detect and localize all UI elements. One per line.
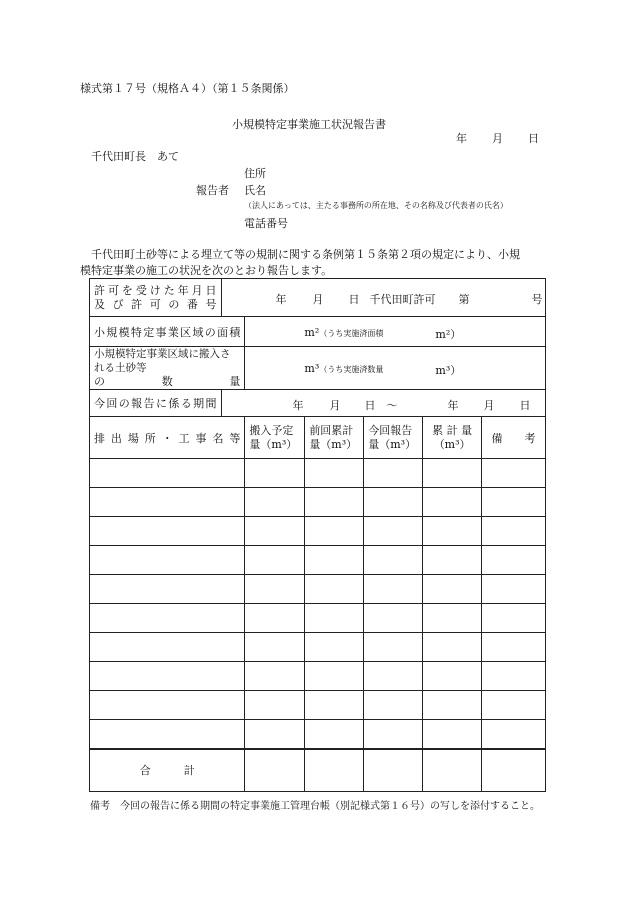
table-cell[interactable]	[90, 575, 245, 604]
permit-label	[90, 279, 222, 317]
intro-line-1: 千代田町土砂等による埋立て等の規制に関する条例第１５条第２項の規定により、小規	[91, 248, 520, 261]
addressee: 千代田町長 あて	[91, 150, 179, 163]
table-cell[interactable]	[305, 662, 364, 691]
table-cell[interactable]	[90, 720, 245, 749]
permit-year: 年	[275, 293, 287, 306]
table-cell[interactable]	[245, 720, 305, 749]
table-cell[interactable]	[364, 459, 423, 488]
soil-unit-2: m³）	[435, 364, 462, 377]
table-cell[interactable]	[364, 575, 423, 604]
table-cell[interactable]	[423, 517, 482, 546]
period-start-month: 月	[329, 399, 341, 412]
table-row	[90, 662, 546, 691]
table-cell[interactable]	[482, 720, 546, 749]
report-table	[89, 278, 546, 792]
table-row	[90, 691, 546, 720]
table-cell[interactable]	[90, 604, 245, 633]
table-cell[interactable]	[245, 546, 305, 575]
reporter-label: 報告者	[196, 184, 229, 197]
permit-row	[90, 279, 546, 317]
period-tilde: 〜	[386, 399, 398, 412]
table-cell[interactable]	[245, 575, 305, 604]
col-header-planned-line-1: 搬入予定	[249, 423, 294, 437]
table-cell[interactable]	[90, 459, 245, 488]
period-start-year: 年	[292, 399, 304, 412]
table-cell[interactable]	[364, 488, 423, 517]
table-row	[90, 575, 546, 604]
area-unit-2: m²）	[435, 328, 462, 341]
table-cell[interactable]	[423, 720, 482, 749]
table-cell[interactable]	[245, 691, 305, 720]
table-cell[interactable]	[364, 633, 423, 662]
table-cell[interactable]	[364, 546, 423, 575]
col-header-previous-line-1: 前回累計	[309, 423, 354, 437]
permit-label-line-1: 許可を受けた年月日	[94, 283, 217, 297]
date-day: 日	[528, 132, 539, 145]
table-cell[interactable]	[90, 488, 245, 517]
total-cell[interactable]	[482, 749, 546, 792]
table-cell[interactable]	[90, 517, 245, 546]
area-row	[90, 317, 546, 347]
table-cell[interactable]	[482, 459, 546, 488]
col-header-current	[364, 417, 423, 459]
col-header-previous-line-2: 量（m³）	[309, 437, 358, 451]
total-cell[interactable]	[245, 749, 305, 792]
permit-month: 月	[312, 293, 324, 306]
table-cell[interactable]	[482, 546, 546, 575]
table-cell[interactable]	[482, 604, 546, 633]
col-header-cumulative-line-1: 累 計 量	[432, 423, 473, 437]
table-cell[interactable]	[423, 488, 482, 517]
col-header-current-line-2: 量（m³）	[368, 437, 417, 451]
col-header-planned	[245, 417, 305, 459]
table-cell[interactable]	[423, 662, 482, 691]
table-cell[interactable]	[245, 488, 305, 517]
table-cell[interactable]	[305, 488, 364, 517]
reporter-name-label: 氏名	[244, 184, 266, 197]
table-cell[interactable]	[305, 633, 364, 662]
period-label: 今回の報告に係る期間	[90, 390, 222, 417]
permit-no-prefix: 第	[458, 293, 470, 306]
table-cell[interactable]	[482, 662, 546, 691]
table-cell[interactable]	[482, 633, 546, 662]
total-label: 合 計	[90, 749, 245, 792]
col-header-cumulative	[423, 417, 482, 459]
table-cell[interactable]	[245, 517, 305, 546]
table-cell[interactable]	[90, 633, 245, 662]
table-row	[90, 488, 546, 517]
table-cell[interactable]	[423, 459, 482, 488]
table-cell[interactable]	[482, 691, 546, 720]
table-row	[90, 633, 546, 662]
col-header-planned-line-2: 量（m³）	[249, 437, 298, 451]
table-row	[90, 720, 546, 749]
table-cell[interactable]	[364, 691, 423, 720]
table-cell[interactable]	[482, 517, 546, 546]
table-cell[interactable]	[305, 575, 364, 604]
total-cell[interactable]	[305, 749, 364, 792]
period-start-day: 日	[364, 399, 376, 412]
soil-label-kazu: 数	[161, 375, 173, 388]
table-cell[interactable]	[245, 662, 305, 691]
intro-line-2: 模特定事業の施工の状況を次のとおり報告します。	[80, 264, 333, 277]
permit-label-line-2: 及び許可の番号	[94, 297, 217, 311]
period-row	[90, 390, 546, 417]
table-cell[interactable]	[482, 575, 546, 604]
table-cell[interactable]	[90, 691, 245, 720]
column-header-row	[90, 417, 546, 459]
date-year: 年	[456, 132, 467, 145]
permit-day: 日	[348, 293, 360, 306]
table-row	[90, 459, 546, 488]
table-cell[interactable]	[423, 691, 482, 720]
total-cell[interactable]	[364, 749, 423, 792]
table-cell[interactable]	[364, 662, 423, 691]
soil-label-line-1: 小規模特定事業区域に搬入される土砂等	[94, 348, 231, 374]
col-header-source: 排出場所・工事名等	[90, 417, 245, 459]
soil-note: （うち実施済数量	[319, 365, 384, 374]
permit-text: 千代田町許可	[369, 293, 436, 306]
table-cell[interactable]	[423, 604, 482, 633]
period-end-day: 日	[519, 399, 531, 412]
period-end-month: 月	[483, 399, 495, 412]
table-row	[90, 517, 546, 546]
area-unit: m²	[304, 326, 320, 339]
footnote: 備考 今回の報告に係る期間の特定事業施工管理台帳（別記様式第１６号）の写しを添付すること。	[90, 801, 540, 812]
table-row	[90, 546, 546, 575]
table-cell[interactable]	[245, 459, 305, 488]
table-cell[interactable]	[305, 604, 364, 633]
total-row	[90, 749, 546, 792]
table-cell[interactable]	[305, 691, 364, 720]
reporter-corp-note: （法人にあっては、主たる事務所の所在地、その名称及び代表者の氏名）	[244, 201, 508, 210]
table-cell[interactable]	[305, 517, 364, 546]
table-cell[interactable]	[90, 546, 245, 575]
soil-value[interactable]	[245, 347, 546, 390]
table-cell[interactable]	[305, 459, 364, 488]
table-cell[interactable]	[423, 633, 482, 662]
permit-value[interactable]	[221, 279, 545, 317]
total-cell[interactable]	[423, 749, 482, 792]
form-number: 様式第１７号（規格Ａ４）（第１５条関係）	[80, 82, 295, 95]
table-cell[interactable]	[305, 720, 364, 749]
area-value[interactable]	[245, 317, 546, 347]
reporter-phone-label: 電話番号	[244, 217, 288, 230]
col-header-previous	[305, 417, 364, 459]
table-cell[interactable]	[90, 662, 245, 691]
table-cell[interactable]	[305, 546, 364, 575]
soil-label-line-2	[94, 375, 240, 389]
table-cell[interactable]	[245, 604, 305, 633]
table-cell[interactable]	[364, 517, 423, 546]
area-note: （うち実施済面積	[319, 329, 384, 338]
table-cell[interactable]	[364, 720, 423, 749]
table-cell[interactable]	[423, 546, 482, 575]
soil-label-ryo: 量	[229, 375, 241, 388]
soil-unit: m³	[304, 362, 320, 375]
period-value[interactable]	[221, 390, 545, 417]
col-header-current-line-1: 今回報告	[368, 423, 413, 437]
period-end-year: 年	[447, 399, 459, 412]
document-title: 小規模特定事業施工状況報告書	[232, 118, 386, 131]
area-label: 小規模特定事業区域の面積	[90, 317, 245, 347]
soil-label	[90, 347, 245, 390]
table-row	[90, 604, 546, 633]
permit-no-suffix: 号	[531, 293, 543, 306]
table-cell[interactable]	[245, 633, 305, 662]
reporter-address-label: 住所	[244, 167, 266, 180]
table-cell[interactable]	[482, 488, 546, 517]
table-cell[interactable]	[423, 575, 482, 604]
col-header-remarks: 備 考	[482, 417, 546, 459]
col-header-cumulative-line-2: （m³）	[433, 437, 471, 451]
date-month: 月	[492, 132, 503, 145]
soil-row	[90, 347, 546, 390]
soil-label-no: の	[94, 375, 105, 388]
table-cell[interactable]	[364, 604, 423, 633]
